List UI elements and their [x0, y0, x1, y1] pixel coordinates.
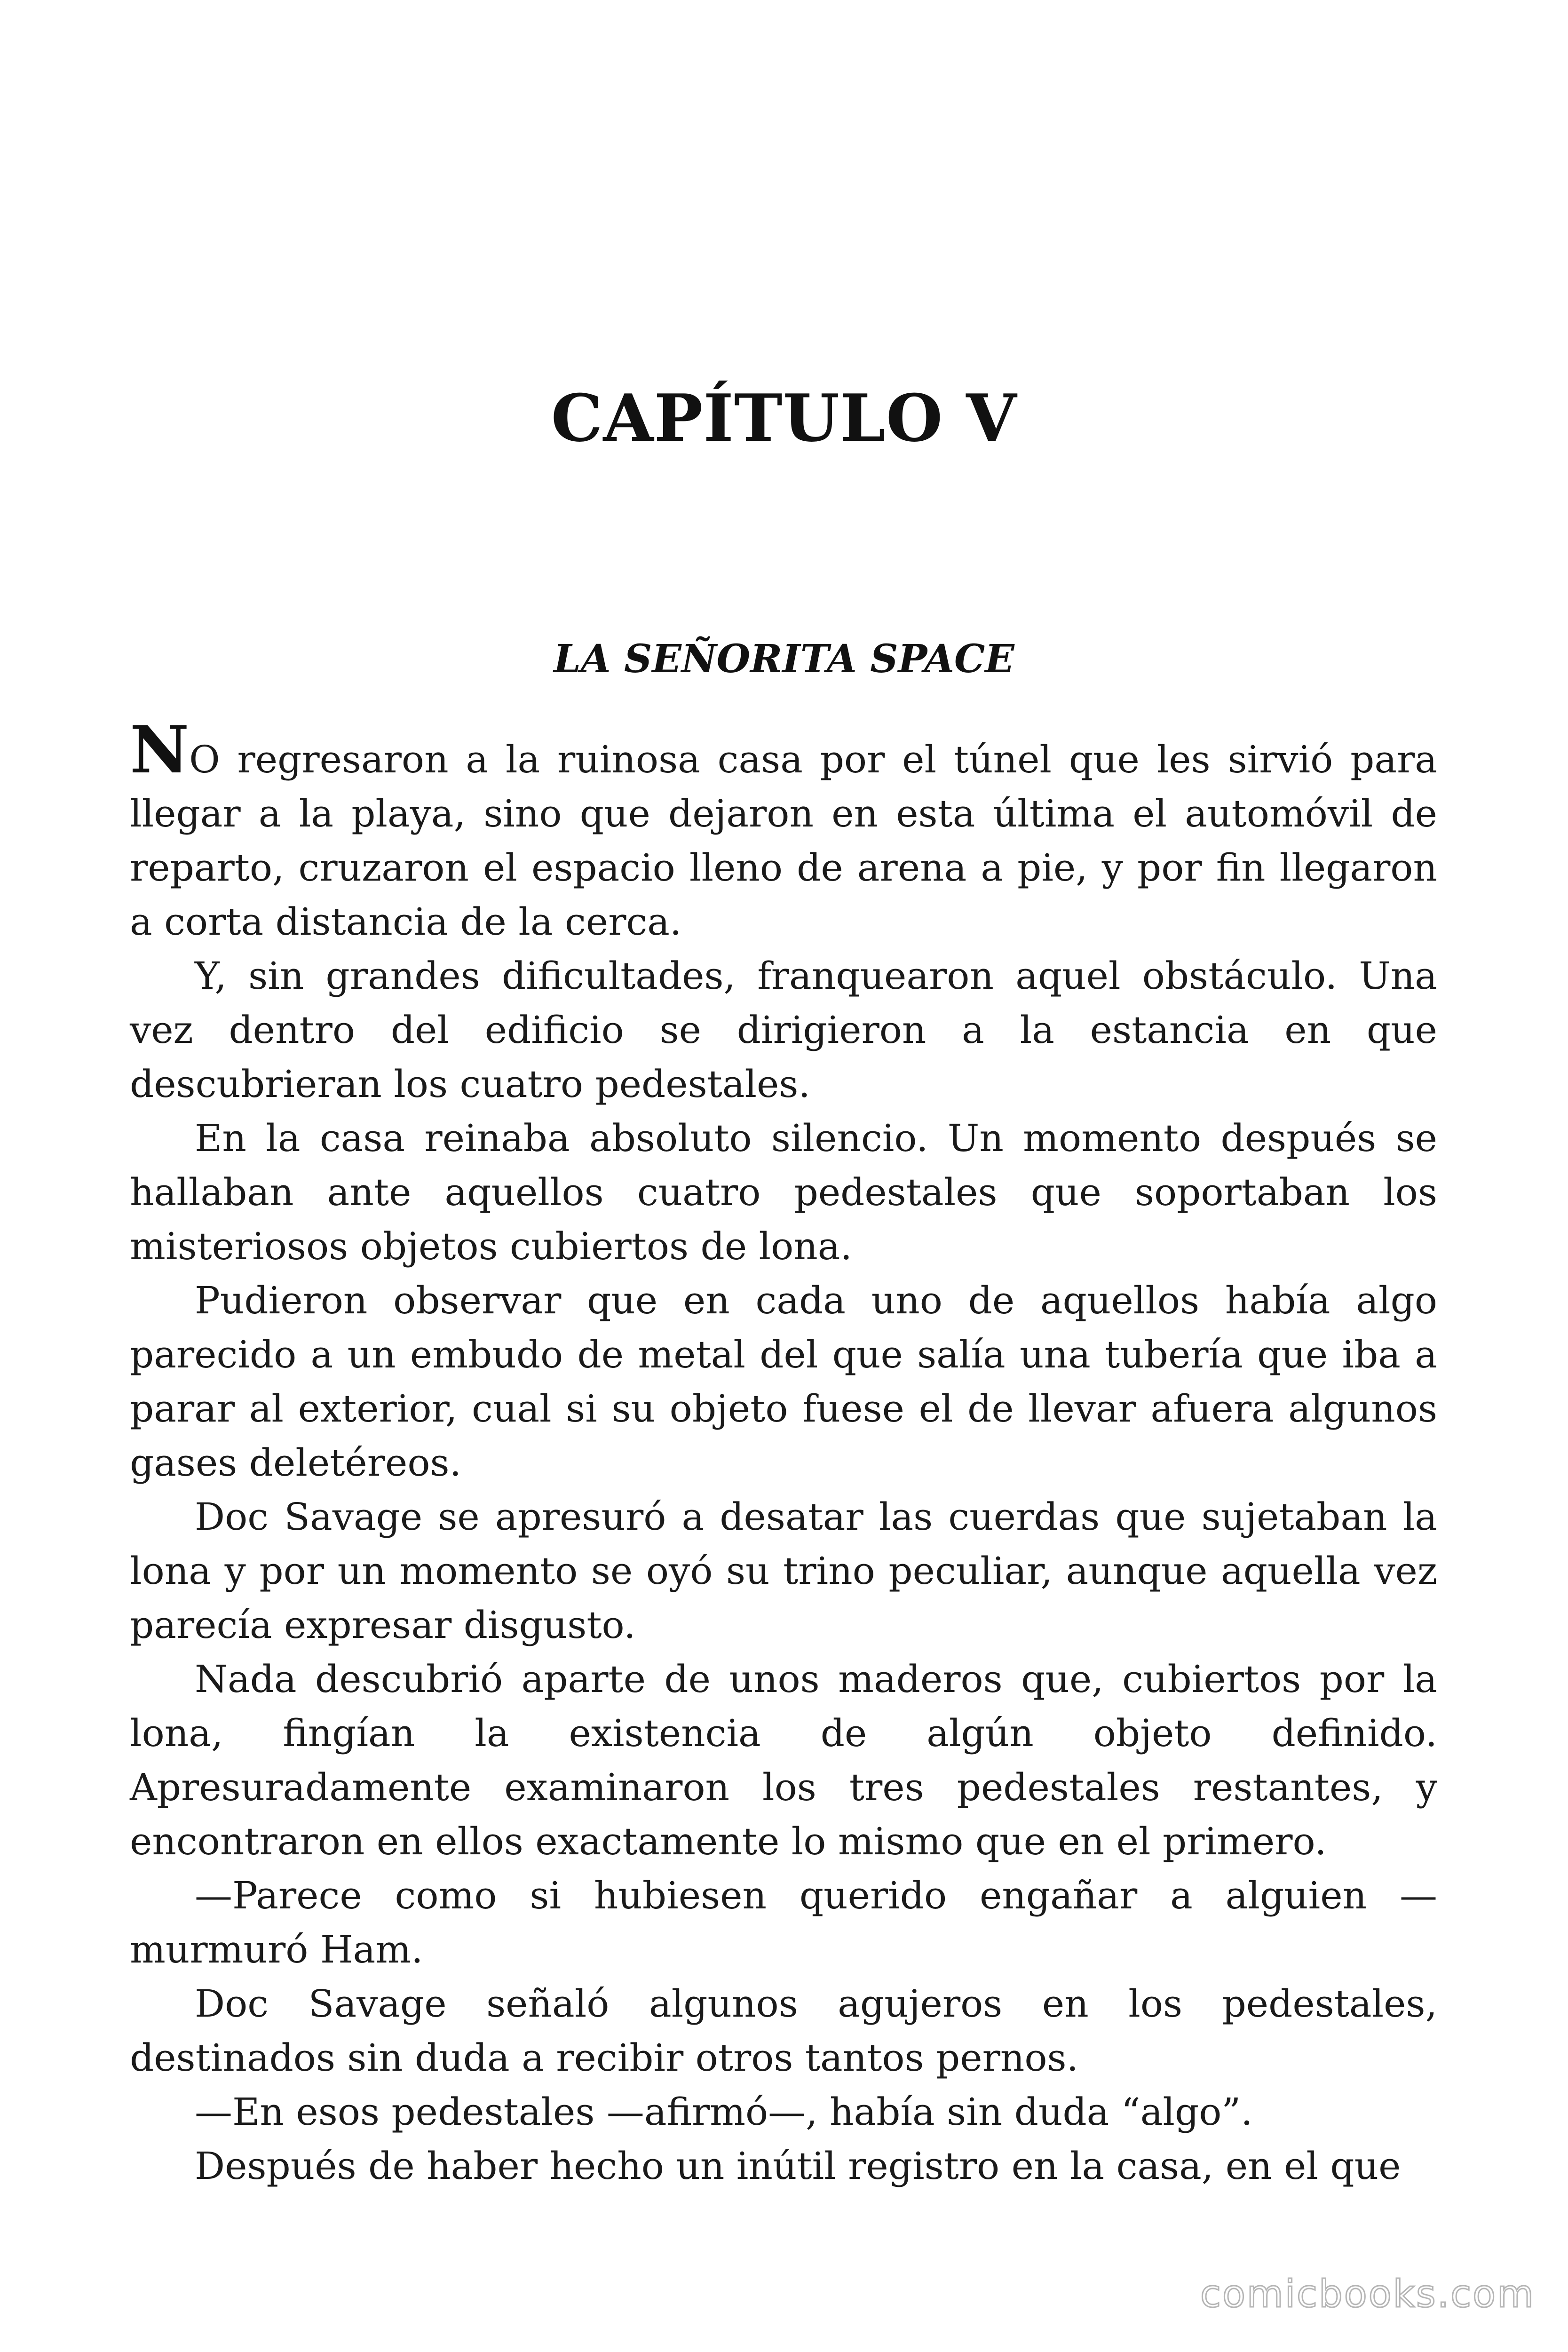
- paragraph: Y, sin grandes dificultades, franquearon aquel obstáculo. Una vez dentro del edificio se dirigieron a la estancia en que descubrieran los cuatro pedestales.: [130, 954, 1437, 1106]
- watermark: comicbooks.com: [1200, 2272, 1535, 2316]
- chapter-title: CAPÍTULO V: [551, 380, 1017, 456]
- paragraph: En la casa reinaba absoluto silencio. Un momento después se hallaban ante aquellos cuatro pedestales que soportaban los misteriosos objetos cubiertos de lona.: [130, 1116, 1437, 1268]
- small-cap: O: [189, 738, 220, 781]
- first-paragraph-text: regresaron a la ruinosa casa por el túnel que les sirvió para llegar a la playa, sino que dejaron en esta última el automóvil de reparto, cruzaron el espacio lleno de arena a pie, y por fin llegaron a corta distancia de la cerca.: [130, 738, 1437, 944]
- drop-cap: N: [130, 711, 190, 788]
- paragraph: Doc Savage señaló algunos agujeros en los pedestales, destinados sin duda a recibir otros tantos pernos.: [130, 1982, 1437, 2080]
- first-paragraph: [130, 711, 1437, 949]
- paragraph: Pudieron observar que en cada uno de aquellos había algo parecido a un embudo de metal del que salía una tubería que iba a parar al exterior, cual si su objeto fuese el de llevar afuera algunos gases deletéreos.: [130, 1279, 1437, 1485]
- chapter-body: [130, 711, 1437, 2193]
- paragraph: —Parece como si hubiesen querido engañar a alguien — murmuró Ham.: [130, 1874, 1437, 1971]
- paragraph: —En esos pedestales —afirmó—, había sin duda “algo”.: [195, 2090, 1253, 2134]
- paragraph: Doc Savage se apresuró a desatar las cuerdas que sujetaban la lona y por un momento se oyó su trino peculiar, aunque aquella vez parecía expresar disgusto.: [130, 1495, 1437, 1647]
- chapter-subtitle: LA SEÑORITA SPACE: [554, 636, 1014, 682]
- paragraph: Nada descubrió aparte de unos maderos que, cubiertos por la lona, fingían la existencia de algún objeto definido. Apresuradamente examinaron los tres pedestales restantes, y encontraron en ellos exactamente lo mismo que en el primero.: [130, 1657, 1437, 1863]
- paragraph: Después de haber hecho un inútil registro en la casa, en el que: [195, 2144, 1401, 2188]
